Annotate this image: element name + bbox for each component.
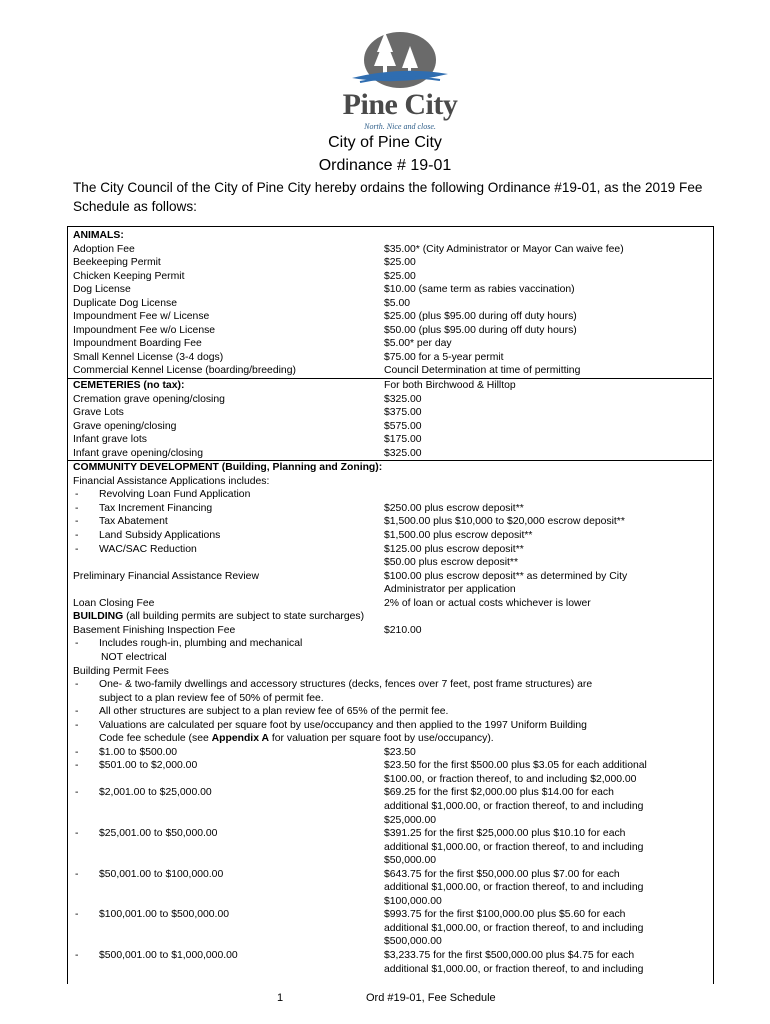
ordinance-number: Ordinance # 19-01 (318, 157, 452, 174)
fee-row (73, 475, 713, 489)
fee-row (73, 337, 713, 351)
fee-label: WAC/SAC Reduction (99, 543, 197, 555)
fee-row (73, 800, 713, 814)
logo-tagline: North. Nice and close. (364, 122, 436, 131)
fee-value: $993.75 for the first $100,000.00 plus $5.60 for each (384, 909, 626, 921)
fee-value: $50.00 (plus $95.00 during off duty hours) (384, 324, 577, 336)
fee-row (73, 678, 713, 692)
fee-row (73, 570, 713, 584)
logo-wordmark: Pine City (342, 88, 458, 121)
bullet-dash: - (75, 868, 79, 880)
fee-row (73, 406, 713, 420)
bullet-dash: - (75, 706, 79, 718)
fee-label: Building Permit Fees (73, 665, 169, 677)
bullet-dash: - (75, 909, 79, 921)
fee-row (73, 881, 713, 895)
fee-value: $23.50 (384, 746, 416, 758)
fee-row (73, 283, 713, 297)
fee-row (73, 515, 713, 529)
fee-label: Grave opening/closing (73, 420, 177, 432)
fee-value: $69.25 for the first $2,000.00 plus $14.00 for each (384, 787, 614, 799)
fee-row (73, 393, 713, 407)
fee-label: CEMETERIES (no tax): (73, 380, 185, 392)
fee-label: Duplicate Dog License (73, 297, 177, 309)
bullet-dash: - (75, 489, 79, 501)
fee-label: $500,001.00 to $1,000,000.00 (99, 949, 238, 961)
fee-row (73, 270, 713, 284)
fee-label: Beekeeping Permit (73, 257, 161, 269)
fee-label: Loan Closing Fee (73, 597, 155, 609)
fee-row (73, 256, 713, 270)
fee-value: $35.00* (City Administrator or Mayor Can waive fee) (384, 243, 624, 255)
fee-row (73, 597, 713, 611)
fee-row (73, 351, 713, 365)
fee-value: $1,500.00 plus escrow deposit** (384, 530, 533, 542)
fee-label: Tax Increment Financing (99, 502, 213, 514)
fee-row (73, 827, 713, 841)
bullet-dash: - (75, 828, 79, 840)
fee-row (73, 488, 713, 502)
fee-value: $25.00 (384, 270, 416, 282)
fee-value: $3,233.75 for the first $500,000.00 plus $4.75 for each (384, 949, 635, 961)
fee-label: Impoundment Fee w/o License (73, 324, 216, 336)
fee-label: Financial Assistance Applications includes: (73, 475, 270, 487)
fee-row (73, 705, 713, 719)
fee-label: Dog License (73, 284, 131, 296)
bullet-dash: - (75, 760, 79, 772)
fee-row (73, 773, 713, 787)
fee-row (73, 908, 713, 922)
fee-label: Commercial Kennel License (boarding/breeding) (73, 365, 296, 377)
fee-label: Land Subsidy Applications (99, 530, 221, 542)
bullet-dash: - (75, 949, 79, 961)
fee-value: Administrator per application (384, 584, 516, 596)
fee-row (73, 324, 713, 338)
fee-value: $391.25 for the first $25,000.00 plus $10.10 for each (384, 828, 626, 840)
fee-value: For both Birchwood & Hilltop (384, 380, 516, 392)
fee-row (73, 433, 713, 447)
pine-trees-icon (330, 30, 470, 90)
fee-row (73, 692, 713, 706)
fee-row (73, 841, 713, 855)
fee-row (73, 637, 713, 651)
fee-label: COMMUNITY DEVELOPMENT (Building, Planning and Zoning): (73, 462, 383, 474)
fee-label: Tax Abatement (99, 516, 168, 528)
fee-value: $25.00 (384, 257, 416, 269)
fee-row (73, 529, 713, 543)
fee-label: Includes rough-in, plumbing and mechanical (99, 638, 303, 650)
fee-value: $250.00 plus escrow deposit** (384, 502, 524, 514)
fee-row (73, 746, 713, 760)
fee-value: $175.00 (384, 434, 422, 446)
bullet-dash: - (75, 746, 79, 758)
fee-value: additional $1,000.00, or fraction thereof, to and including (384, 922, 644, 934)
fee-row (73, 243, 713, 257)
fee-label: ANIMALS: (73, 230, 124, 241)
fee-label: Grave Lots (73, 407, 124, 419)
fee-row (73, 310, 713, 324)
fee-value: $325.00 (384, 447, 422, 459)
page-title: City of Pine City (328, 134, 442, 151)
fee-label: All other structures are subject to a plan review fee of 65% of the permit fee. (99, 706, 449, 718)
fee-row (73, 786, 713, 800)
fee-value: $100.00, or fraction thereof, to and including $2,000.00 (384, 773, 637, 785)
fee-value: additional $1,000.00, or fraction thereof, to and including (384, 882, 644, 894)
fee-value: 2% of loan or actual costs whichever is lower (384, 597, 591, 609)
fee-value: $50,000.00 (384, 855, 437, 867)
fee-row (73, 963, 713, 977)
footer-doc-title: Ord #19-01, Fee Schedule (366, 992, 496, 1004)
fee-row (73, 732, 713, 746)
fee-value: $210.00 (384, 624, 422, 636)
fee-row (73, 895, 713, 909)
fee-row (73, 543, 713, 557)
fee-label: subject to a plan review fee of 50% of permit fee. (99, 692, 324, 704)
fee-label: Impoundment Fee w/ License (73, 311, 210, 323)
fee-label: $2,001.00 to $25,000.00 (99, 787, 212, 799)
fee-value: $10.00 (same term as rabies vaccination) (384, 284, 575, 296)
fee-value: additional $1,000.00, or fraction thereof, to and including (384, 841, 644, 853)
fee-row (73, 814, 713, 828)
fee-row (73, 447, 713, 461)
fee-row (73, 868, 713, 882)
fee-label: One- & two-family dwellings and accessory structures (decks, fences over 7 feet, post frame structures) are (99, 679, 593, 691)
fee-label: $25,001.00 to $50,000.00 (99, 828, 218, 840)
fee-label: Preliminary Financial Assistance Review (73, 570, 259, 582)
fee-row (73, 624, 713, 638)
fee-row (73, 759, 713, 773)
fee-label: Impoundment Boarding Fee (73, 338, 202, 350)
fee-row (73, 651, 713, 665)
fee-value: $375.00 (384, 407, 422, 419)
fee-value: additional $1,000.00, or fraction thereof, to and including (384, 963, 644, 975)
fee-value: $50.00 plus escrow deposit** (384, 557, 519, 569)
fee-row (73, 935, 713, 949)
fee-label: Small Kennel License (3-4 dogs) (73, 351, 224, 363)
bullet-dash: - (75, 543, 79, 555)
fee-value: $5.00* per day (384, 338, 452, 350)
bullet-dash: - (75, 719, 79, 731)
fee-label: Infant grave opening/closing (73, 447, 203, 459)
fee-row (73, 364, 713, 378)
fee-value: $575.00 (384, 420, 422, 432)
bullet-dash: - (75, 502, 79, 514)
bullet-dash: - (75, 530, 79, 542)
section-header-row (73, 229, 713, 243)
intro-paragraph: The City Council of the City of Pine City hereby ordains the following Ordinance #19-01, as the 2019 Fee Schedule as follows: (73, 180, 703, 214)
bullet-dash: - (75, 638, 79, 650)
fee-row (73, 719, 713, 733)
fee-row (73, 297, 713, 311)
fee-label: NOT electrical (101, 651, 167, 663)
fee-value: $25,000.00 (384, 814, 437, 826)
fee-value: $500,000.00 (384, 936, 442, 948)
fee-value: additional $1,000.00, or fraction thereof, to and including (384, 800, 644, 812)
fee-value: $100.00 plus escrow deposit** as determined by City (384, 570, 628, 582)
fee-row (73, 420, 713, 434)
city-logo (330, 30, 470, 130)
fee-schedule-table (73, 229, 713, 976)
fee-label: Valuations are calculated per square foot by use/occupancy and then applied to the 1997 Uniform Building (99, 719, 587, 731)
fee-value: $1,500.00 plus $10,000 to $20,000 escrow deposit** (384, 516, 625, 528)
fee-label: Cremation grave opening/closing (73, 393, 225, 405)
fee-value: Council Determination at time of permitting (384, 365, 581, 377)
bullet-dash: - (75, 787, 79, 799)
fee-row (73, 922, 713, 936)
fee-row (73, 556, 713, 570)
section-header-row (67, 378, 712, 393)
fee-label: Code fee schedule (see Appendix A for valuation per square foot by use/occupancy). (99, 733, 494, 745)
fee-label: $50,001.00 to $100,000.00 (99, 868, 224, 880)
fee-label: BUILDING (all building permits are subject to state surcharges) (73, 611, 365, 623)
fee-value: $325.00 (384, 393, 422, 405)
fee-label: Revolving Loan Fund Application (99, 489, 251, 501)
fee-label: $100,001.00 to $500,000.00 (99, 909, 230, 921)
fee-value: $125.00 plus escrow deposit** (384, 543, 524, 555)
fee-value: $75.00 for a 5-year permit (384, 351, 504, 363)
section-header-row (73, 610, 713, 624)
fee-value: $25.00 (plus $95.00 during off duty hours) (384, 311, 577, 323)
fee-row (73, 854, 713, 868)
fee-label: Adoption Fee (73, 243, 135, 255)
fee-row (73, 583, 713, 597)
page-number: 1 (277, 992, 284, 1004)
fee-label: $1.00 to $500.00 (99, 746, 178, 758)
bullet-dash: - (75, 679, 79, 691)
fee-row (73, 949, 713, 963)
fee-value: $100,000.00 (384, 895, 442, 907)
fee-value: $5.00 (384, 297, 411, 309)
fee-value: $643.75 for the first $50,000.00 plus $7.00 for each (384, 868, 620, 880)
fee-row (73, 665, 713, 679)
fee-value: $23.50 for the first $500.00 plus $3.05 for each additional (384, 760, 647, 772)
bullet-dash: - (75, 516, 79, 528)
section-header-row (67, 460, 712, 475)
fee-label: Basement Finishing Inspection Fee (73, 624, 236, 636)
fee-row (73, 502, 713, 516)
fee-label: Chicken Keeping Permit (73, 270, 185, 282)
fee-label: $501.00 to $2,000.00 (99, 760, 198, 772)
fee-label: Infant grave lots (73, 434, 147, 446)
